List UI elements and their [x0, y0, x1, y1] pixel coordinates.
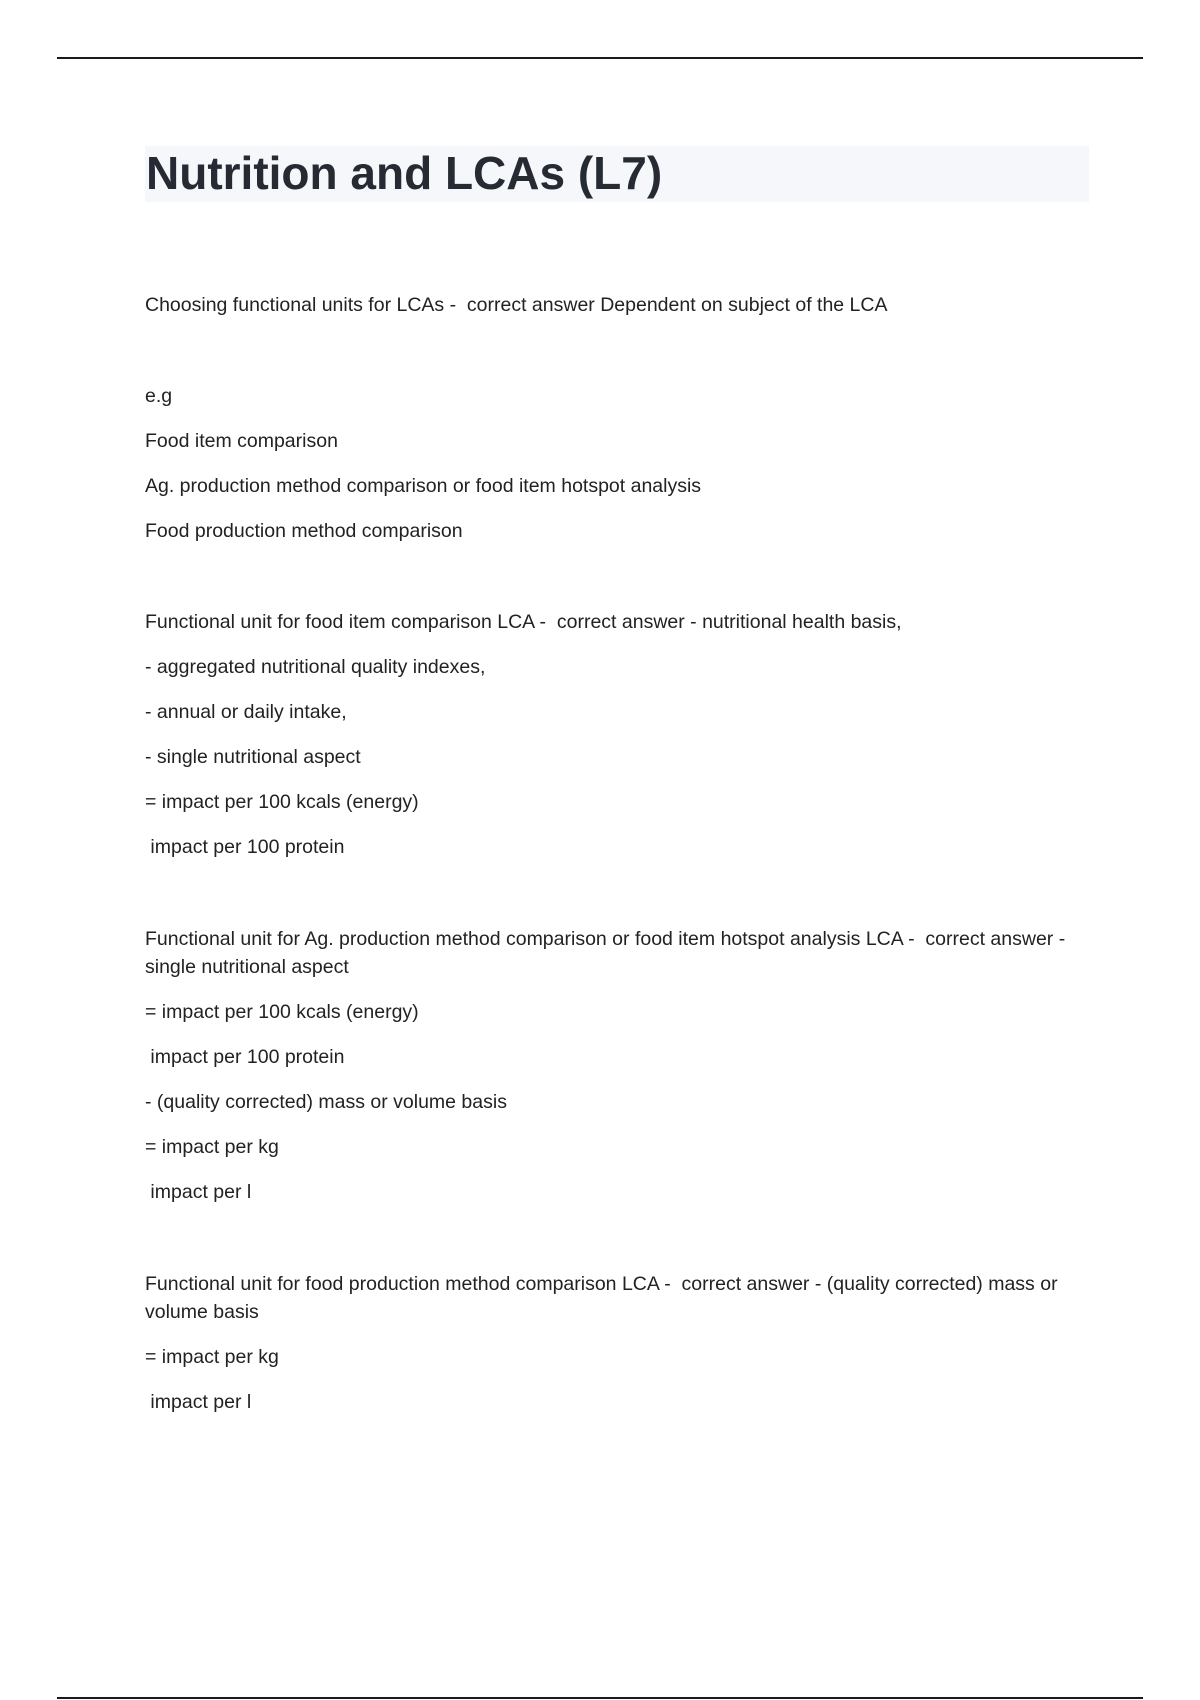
- text-line: = impact per 100 kcals (energy): [145, 791, 419, 813]
- question-line: Choosing functional units for LCAs - correct answer Dependent on subject of the LCA: [145, 294, 888, 316]
- text-line: Ag. production method comparison or food item hotspot analysis: [145, 475, 702, 497]
- text-line: = impact per kg: [145, 1346, 279, 1368]
- text-line: = impact per 100 kcals (energy): [145, 1001, 419, 1023]
- text-line: e.g: [145, 385, 173, 407]
- section-choosing-units: [145, 292, 1085, 319]
- question-line: Functional unit for Ag. production method comparison or food item hotspot analysis LCA - correct answer - single nutritional aspect: [145, 928, 1071, 978]
- document-body: [145, 292, 1085, 1434]
- text-line: Food production method comparison: [145, 520, 463, 542]
- text-line: impact per 100 protein: [145, 1046, 345, 1068]
- text-line: impact per 100 protein: [145, 836, 345, 858]
- text-line: = impact per kg: [145, 1136, 279, 1158]
- bottom-rule: [57, 1697, 1143, 1699]
- question-line: Functional unit for food production method comparison LCA - correct answer - (quality corrected) mass or volume basis: [145, 1273, 1063, 1323]
- top-rule: [57, 57, 1143, 59]
- text-line: impact per l: [145, 1181, 252, 1203]
- spacer: [145, 1224, 1085, 1270]
- text-line: Food item comparison: [145, 430, 338, 452]
- text-line: - single nutritional aspect: [145, 746, 361, 768]
- spacer: [145, 337, 1085, 383]
- section-ag-production: [145, 925, 1085, 1206]
- section-examples: [145, 383, 1085, 545]
- spacer: [145, 563, 1085, 609]
- section-food-item-comparison: [145, 609, 1085, 861]
- text-line: - (quality corrected) mass or volume basis: [145, 1091, 507, 1113]
- section-food-production: [145, 1270, 1085, 1416]
- spacer: [145, 879, 1085, 925]
- text-line: - annual or daily intake,: [145, 701, 347, 723]
- text-line: - aggregated nutritional quality indexes,: [145, 656, 486, 678]
- question-line: Functional unit for food item comparison LCA - correct answer - nutritional health basis,: [145, 611, 902, 633]
- text-line: impact per l: [145, 1391, 252, 1413]
- page-title: Nutrition and LCAs (L7): [146, 147, 663, 199]
